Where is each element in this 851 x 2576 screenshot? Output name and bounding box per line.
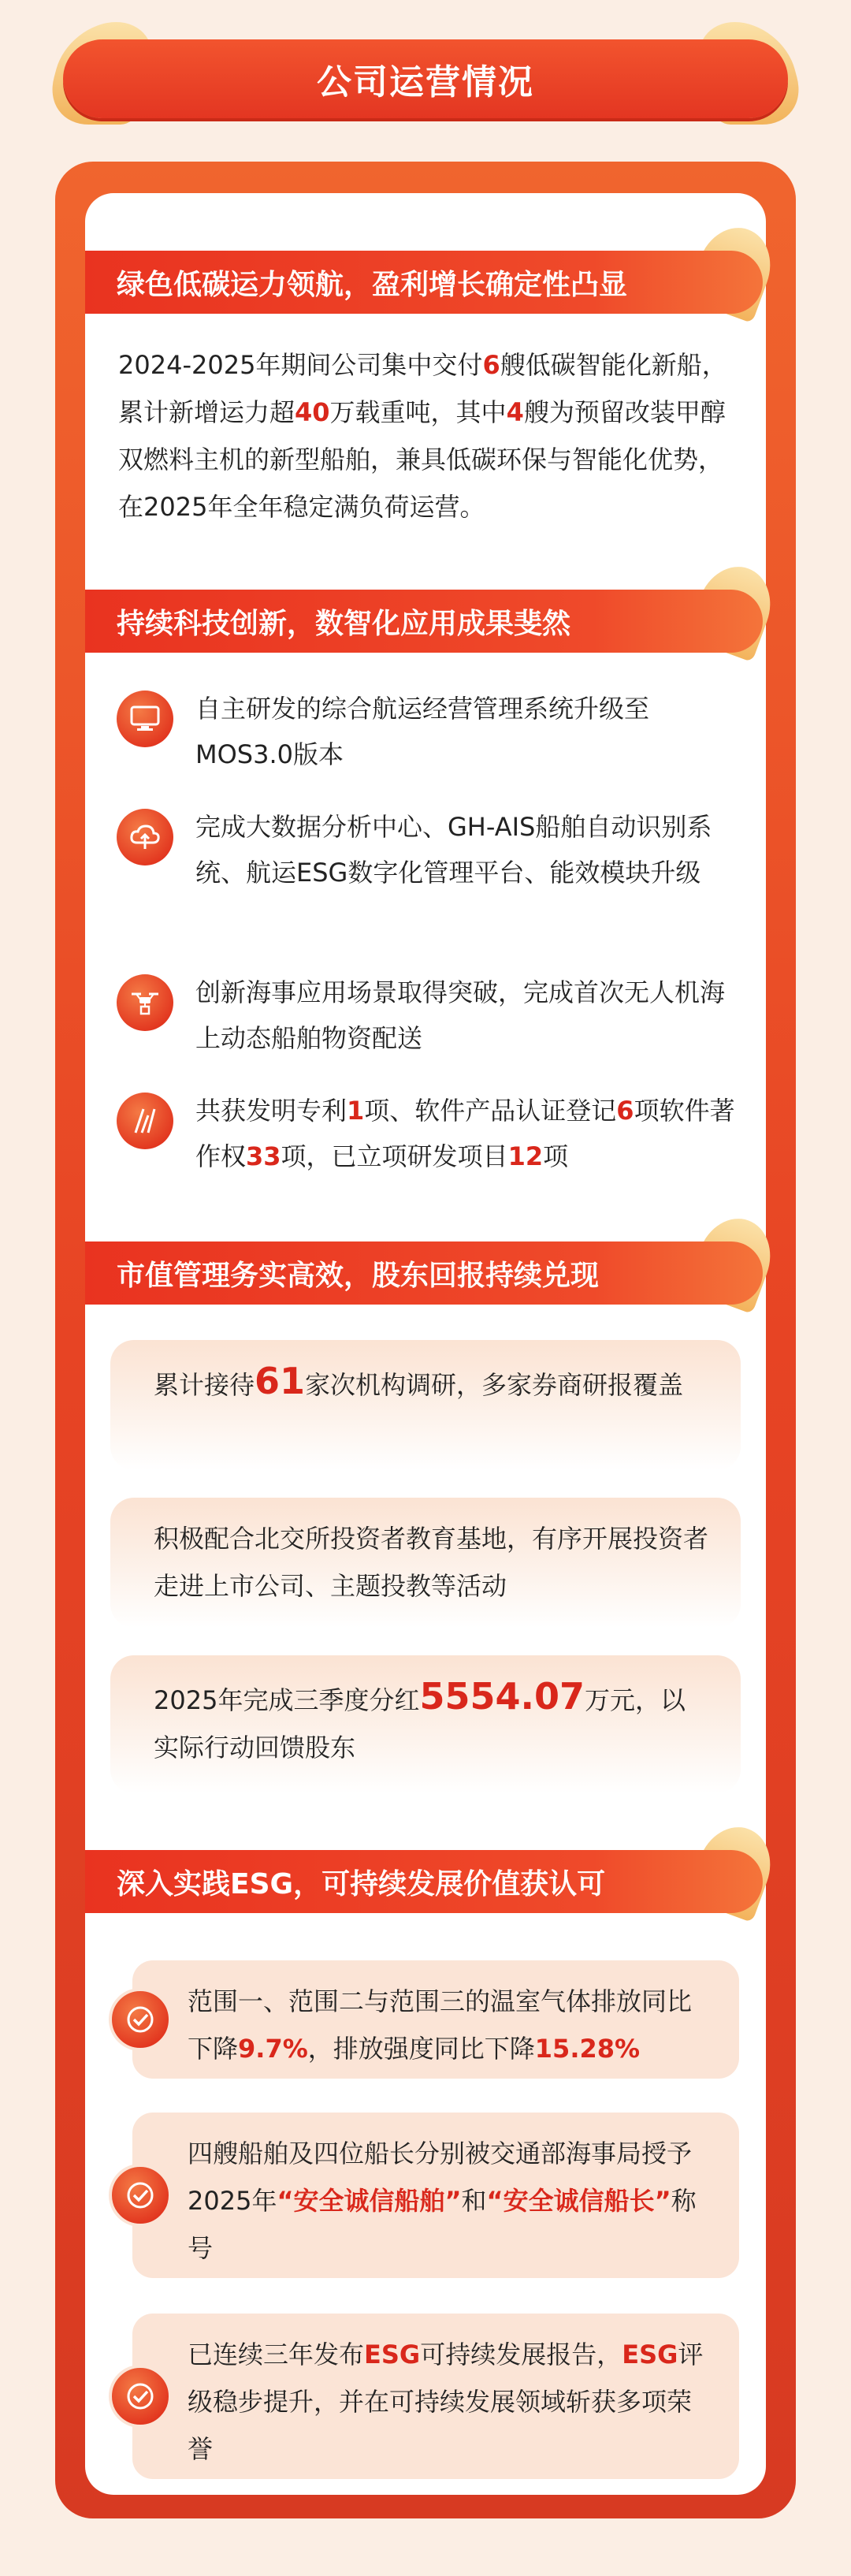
software-copyright-count: 33 — [246, 1141, 281, 1171]
text-segment: 累计接待 — [154, 1370, 255, 1400]
research-visit-count: 61 — [255, 1360, 306, 1402]
feature-item-mos — [117, 686, 739, 777]
capacity-paragraph — [118, 341, 733, 530]
text-segment: 范围一、范围二与范围三的温室气体排放同比下降 — [188, 1986, 693, 2064]
capacity-added-value: 40 — [295, 397, 330, 427]
text-segment: 艘为预留改装甲醇双燃料主机的新型船舶，兼具低碳环保与智能化优势，在2025年全年稳定满负荷运营。 — [118, 397, 726, 522]
text-segment: 评级稳步提升，并在可持续发展领域斩获多项荣誉 — [188, 2340, 704, 2464]
text-segment: ，排放强度同比下降 — [307, 2034, 535, 2064]
text-segment: 可持续发展报告， — [420, 2340, 622, 2369]
dividend-card — [110, 1655, 741, 1793]
card-text — [188, 2331, 715, 2473]
text-segment: 艘低碳智能化新船，累计新增运力超 — [118, 350, 727, 427]
check-icon — [109, 2164, 172, 2227]
section-heading-text: 持续科技创新，数智化应用成果斐然 — [117, 607, 571, 640]
text-segment: 四艘船舶及四位船长分别被交通部海事局授予2025年 — [188, 2139, 693, 2216]
esg-emissions-card — [132, 1960, 739, 2079]
investor-education-card — [110, 1498, 741, 1628]
feature-item-drone — [117, 970, 739, 1061]
esg-safety-card — [132, 2113, 739, 2278]
check-icon — [109, 1988, 172, 2051]
text-segment: 项，已立项研发项目 — [281, 1141, 508, 1171]
card-text — [154, 1357, 709, 1409]
text-segment: 万元，以实际行动回馈股东 — [154, 1685, 686, 1763]
section-heading-text: 深入实践ESG，可持续发展价值获认可 — [117, 1867, 606, 1900]
rd-project-count: 12 — [507, 1141, 544, 1171]
methanol-ready-count: 4 — [506, 397, 524, 427]
feature-text: 自主研发的综合航运经营管理系统升级至MOS3.0版本 — [195, 694, 650, 769]
section-heading-esg — [85, 1850, 763, 1913]
feature-text: 创新海事应用场景取得突破，完成首次无人机海上动态船舶物资配送 — [195, 977, 726, 1053]
page-title: 公司运营情况 — [317, 62, 534, 102]
text-segment: 2024-2025年期间公司集中交付 — [118, 350, 483, 380]
section-heading-green-capacity — [85, 251, 763, 314]
investor-research-card — [110, 1340, 741, 1470]
section-heading-text: 绿色低碳运力领航，盈利增长确定性凸显 — [117, 268, 628, 301]
section-heading-market-value — [85, 1241, 763, 1305]
feature-text — [195, 1088, 739, 1179]
safe-ship-title: “安全诚信船舶” — [277, 2186, 462, 2216]
section-heading-text: 市值管理务实高效，股东回报持续兑现 — [117, 1259, 600, 1292]
text-segment: 称号 — [188, 2186, 697, 2263]
card-text — [188, 2130, 715, 2272]
check-icon — [109, 2365, 172, 2428]
text-segment: 共获发明专利 — [195, 1096, 347, 1126]
feature-item-bigdata — [117, 804, 739, 895]
esg-highlight: ESG — [622, 2340, 678, 2369]
text-segment: 2025年完成三季度分红 — [154, 1685, 420, 1715]
card-text — [154, 1673, 709, 1771]
text-segment: 项 — [543, 1141, 569, 1171]
text-segment: 和 — [461, 2186, 487, 2216]
text-segment: 项软件著作权 — [195, 1096, 735, 1171]
software-product-count: 6 — [616, 1096, 634, 1126]
ships-delivered-count: 6 — [482, 350, 500, 380]
card-text — [188, 1978, 715, 2072]
safe-captain-title: “安全诚信船长” — [486, 2186, 671, 2216]
text-segment: 家次机构调研，多家券商研报覆盖 — [305, 1370, 684, 1400]
dividend-amount: 5554.07 — [419, 1675, 585, 1718]
page-title-banner — [63, 39, 788, 118]
intensity-decline-value: 15.28% — [534, 2034, 641, 2064]
drone-icon — [117, 974, 173, 1031]
feature-item-patents — [117, 1088, 739, 1179]
feature-text: 完成大数据分析中心、GH-AIS船舶自动识别系统、航运ESG数字化管理平台、能效模块升级 — [195, 812, 712, 888]
cloud-data-icon — [117, 809, 173, 865]
card-text: 积极配合北交所投资者教育基地，有序开展投资者走进上市公司、主题投教等活动 — [154, 1524, 709, 1601]
text-segment: 万载重吨，其中 — [329, 397, 507, 427]
invention-patent-count: 1 — [347, 1096, 365, 1126]
esg-report-card — [132, 2314, 739, 2479]
section-heading-tech-innovation — [85, 590, 763, 653]
emission-decline-value: 9.7% — [238, 2034, 308, 2064]
esg-highlight: ESG — [364, 2340, 421, 2369]
text-segment: 项、软件产品认证登记 — [364, 1096, 617, 1126]
patent-icon — [117, 1093, 173, 1149]
text-segment: 已连续三年发布 — [188, 2340, 365, 2369]
monitor-icon — [117, 691, 173, 747]
